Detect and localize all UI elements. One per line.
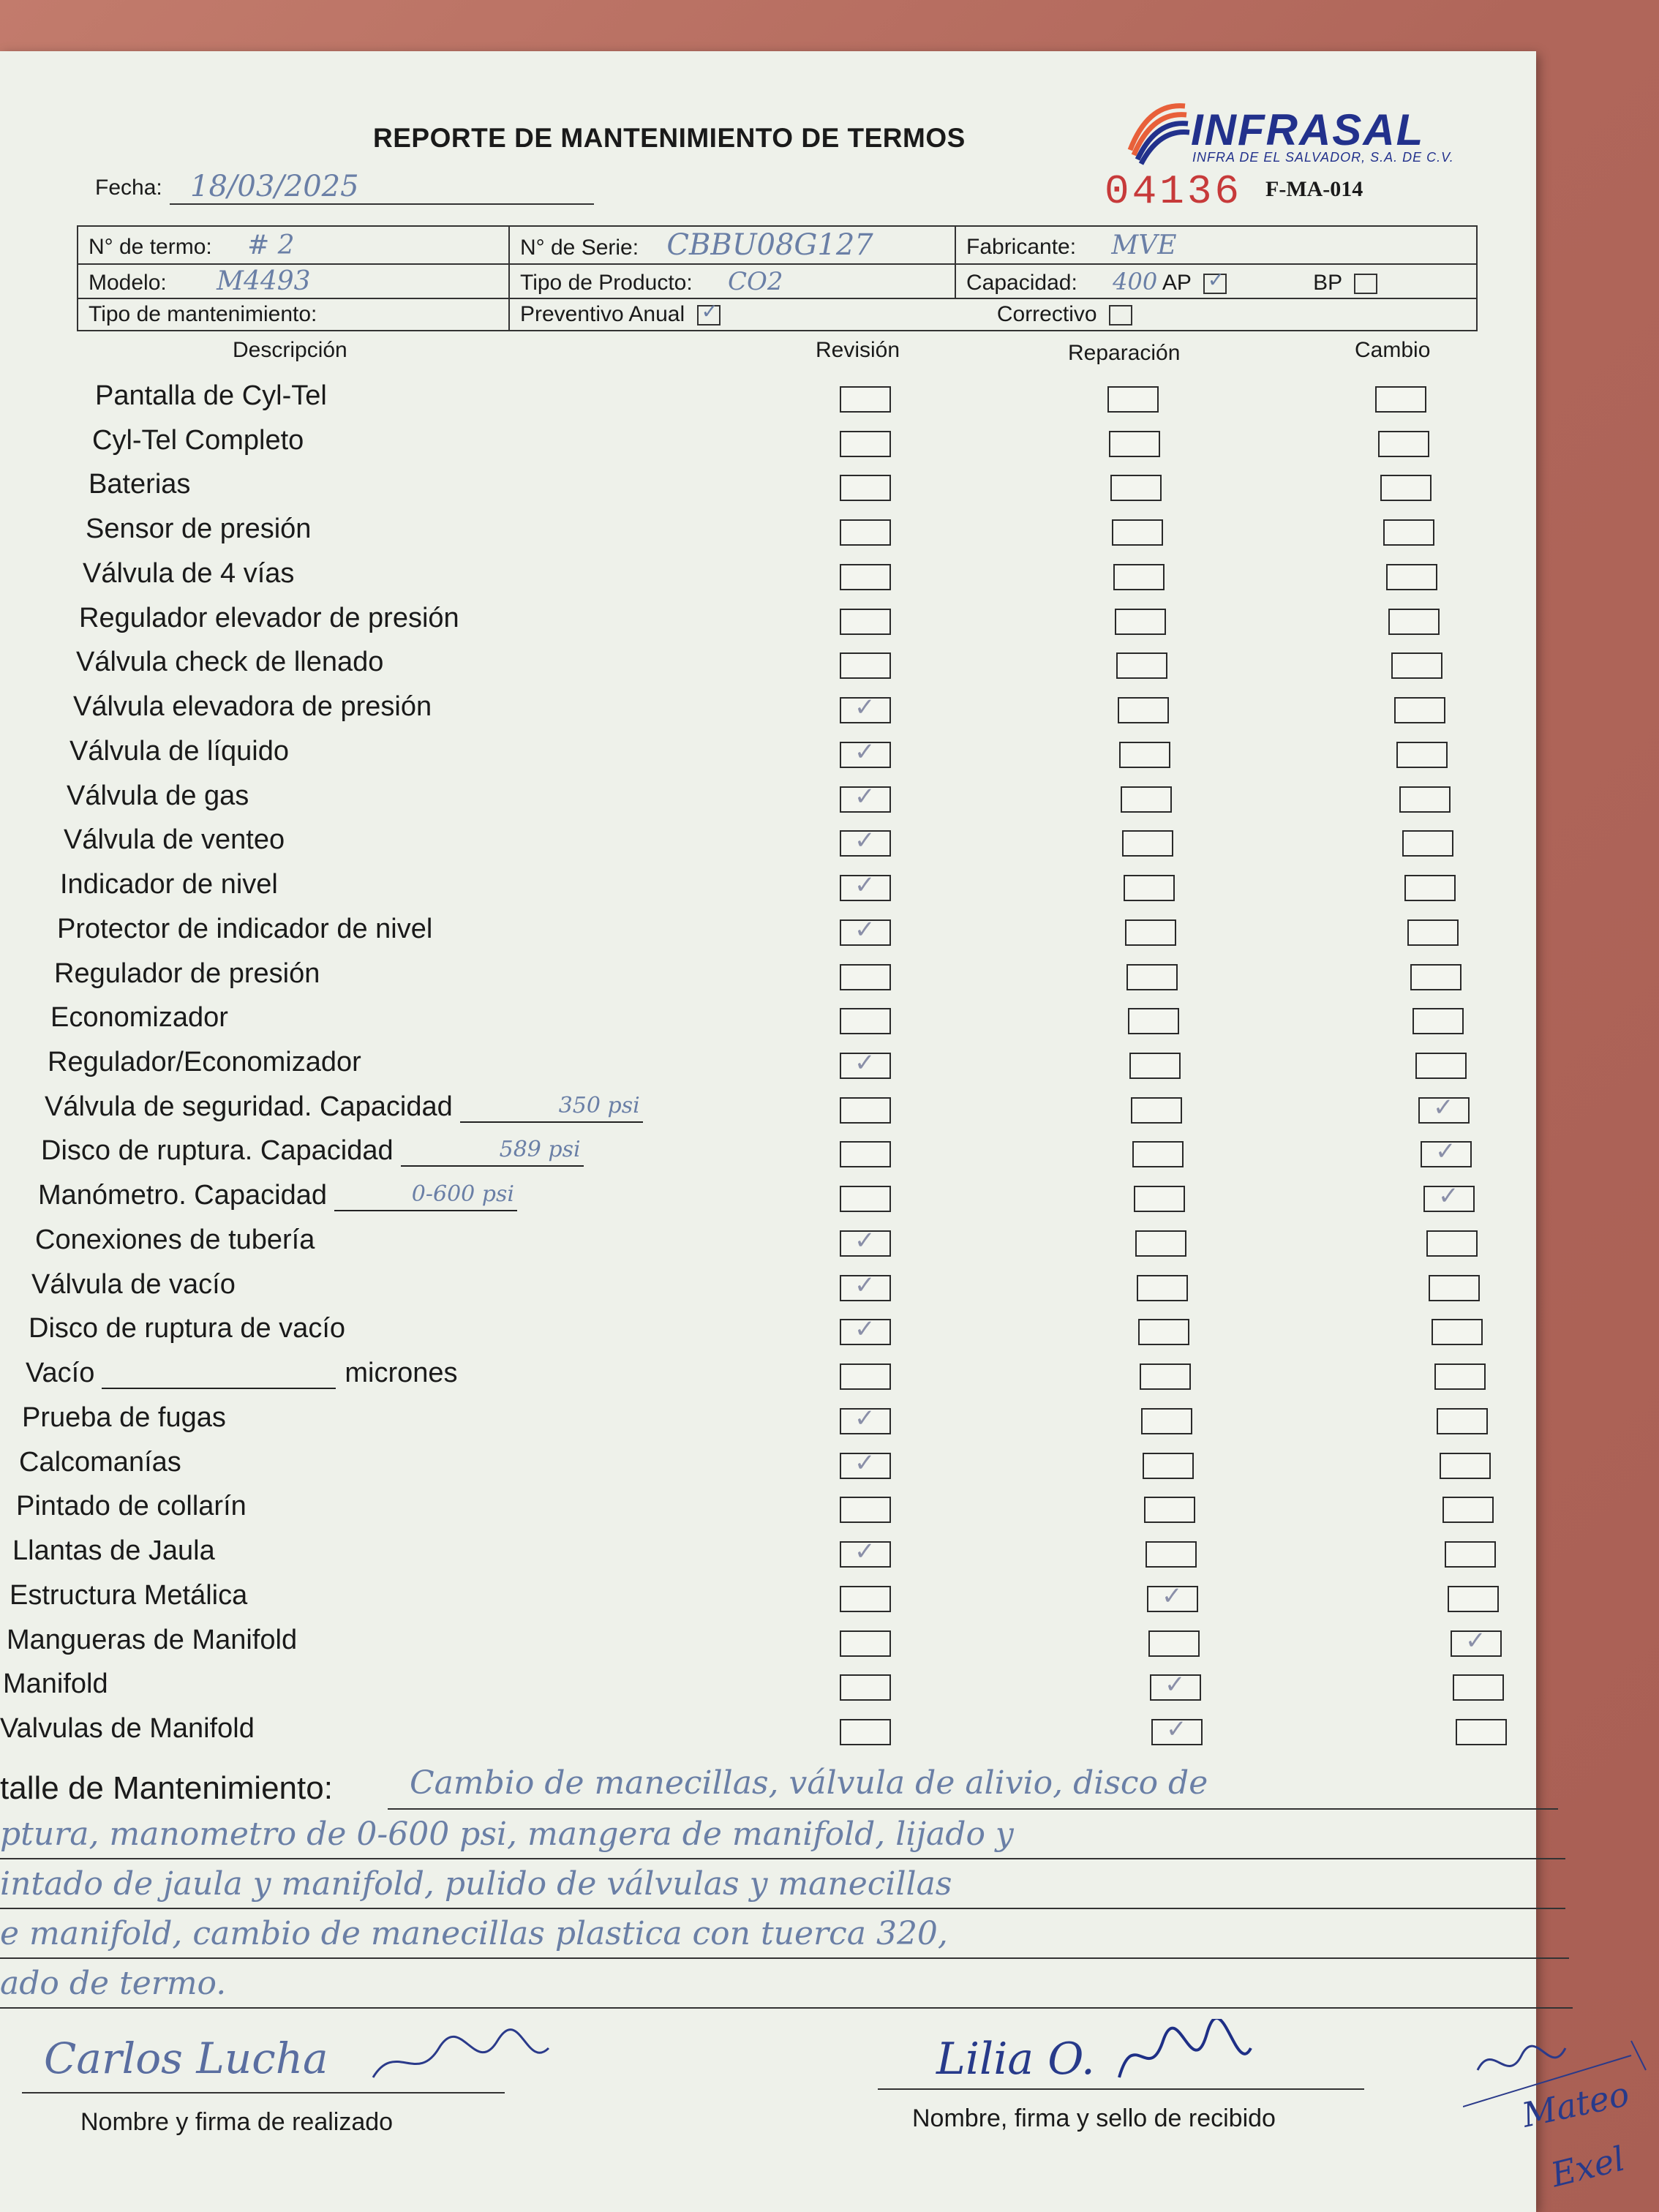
termo-value: # 2 bbox=[247, 230, 295, 260]
cambio-checkbox[interactable] bbox=[1386, 564, 1437, 590]
modelo-value: M4493 bbox=[217, 266, 311, 296]
checklist-item-text: Cyl-Tel Completo bbox=[92, 425, 304, 456]
reparacion-checkbox[interactable] bbox=[1131, 1097, 1182, 1124]
revision-checkbox[interactable] bbox=[840, 1319, 891, 1345]
checklist-item-text: Prueba de fugas bbox=[22, 1402, 226, 1433]
reparacion-checkbox[interactable] bbox=[1112, 519, 1163, 546]
ap-checkbox[interactable] bbox=[1203, 268, 1227, 294]
cambio-checkbox[interactable] bbox=[1404, 875, 1456, 901]
recibido-scribble-icon bbox=[1112, 2019, 1258, 2099]
producto-label: Tipo de Producto: bbox=[520, 270, 693, 295]
logo-wordmark: INFRASAL bbox=[1191, 105, 1425, 154]
revision-checkbox[interactable] bbox=[840, 1053, 891, 1079]
cambio-checkbox[interactable] bbox=[1434, 1363, 1486, 1390]
reparacion-checkbox[interactable] bbox=[1146, 1541, 1197, 1568]
cambio-checkbox[interactable] bbox=[1429, 1275, 1480, 1301]
reparacion-checkbox[interactable] bbox=[1126, 964, 1178, 990]
serie-value: CBBU08G127 bbox=[666, 228, 873, 262]
checklist-item-text: Válvula de líquido bbox=[69, 736, 289, 767]
checklist-item-label bbox=[79, 603, 459, 634]
checklist-item-label bbox=[69, 736, 289, 767]
checklist-item-text: Indicador de nivel bbox=[60, 869, 278, 900]
checklist-item-label bbox=[0, 1713, 255, 1745]
reparacion-checkbox[interactable] bbox=[1147, 1586, 1198, 1612]
checklist-item-label bbox=[19, 1447, 181, 1478]
reparacion-checkbox[interactable] bbox=[1116, 652, 1167, 679]
preventivo-check-icon: ✓ bbox=[701, 300, 718, 323]
revision-checkbox[interactable] bbox=[840, 1453, 891, 1479]
checklist-item-label bbox=[76, 647, 383, 678]
fecha-field[interactable] bbox=[170, 203, 594, 205]
revision-checkbox[interactable] bbox=[840, 609, 891, 635]
cambio-checkbox[interactable] bbox=[1388, 609, 1440, 635]
col-revision: Revisión bbox=[816, 338, 900, 362]
margin-note-2: Exel bbox=[1546, 2138, 1629, 2195]
checklist-item-label bbox=[41, 1135, 584, 1167]
revision-checkbox[interactable] bbox=[840, 1408, 891, 1434]
checklist-item-label bbox=[57, 914, 432, 945]
checklist-item-label bbox=[48, 1047, 361, 1078]
cambio-checkbox[interactable] bbox=[1415, 1053, 1467, 1079]
col-descripcion: Descripción bbox=[233, 338, 347, 362]
checklist-item-text: Válvula elevadora de presión bbox=[73, 691, 432, 722]
revision-checkbox[interactable] bbox=[840, 1275, 891, 1301]
checklist-item-text: Disco de ruptura. Capacidad bbox=[41, 1135, 394, 1166]
capacidad-label: Capacidad: bbox=[966, 270, 1077, 295]
logo-stripes-icon bbox=[1119, 95, 1192, 168]
cambio-checkbox[interactable] bbox=[1440, 1453, 1491, 1479]
reparacion-checkbox[interactable] bbox=[1143, 1453, 1194, 1479]
checklist-item-label bbox=[95, 380, 327, 412]
capacity-field[interactable] bbox=[401, 1137, 584, 1167]
checklist-item-label bbox=[89, 469, 190, 500]
revision-checkbox[interactable] bbox=[840, 475, 891, 501]
reparacion-checkbox[interactable] bbox=[1140, 1363, 1191, 1390]
checklist-item-label bbox=[64, 824, 285, 856]
reparacion-checkbox[interactable] bbox=[1118, 697, 1169, 723]
cambio-checkbox[interactable] bbox=[1378, 431, 1429, 457]
reparacion-checkbox[interactable] bbox=[1144, 1497, 1195, 1523]
reparacion-checkbox[interactable] bbox=[1129, 1053, 1181, 1079]
cambio-checkbox[interactable] bbox=[1412, 1008, 1464, 1034]
reparacion-checkbox[interactable] bbox=[1109, 431, 1160, 457]
logo-subtitle: INFRA DE EL SALVADOR, S.A. DE C.V. bbox=[1192, 150, 1454, 165]
cambio-checkbox[interactable] bbox=[1451, 1630, 1502, 1657]
capacity-field[interactable] bbox=[460, 1093, 643, 1123]
revision-checkbox[interactable] bbox=[840, 875, 891, 901]
fabricante-value: MVE bbox=[1111, 230, 1177, 260]
cambio-checkbox[interactable] bbox=[1453, 1674, 1504, 1701]
revision-checkbox[interactable] bbox=[840, 919, 891, 946]
checklist-item-text: Conexiones de tubería bbox=[35, 1224, 315, 1255]
checklist-item-label bbox=[31, 1269, 236, 1301]
checklist-item-text: Válvula check de llenado bbox=[76, 647, 384, 677]
realizado-signature: Carlos Lucha bbox=[44, 2034, 328, 2083]
tipo-mant-options bbox=[509, 298, 1477, 331]
serial-number: 04136 bbox=[1105, 168, 1243, 215]
cambio-checkbox[interactable] bbox=[1432, 1319, 1483, 1345]
revision-checkbox[interactable] bbox=[840, 1008, 891, 1034]
checklist-item-label bbox=[73, 691, 432, 723]
detalle-line-5 bbox=[0, 2007, 1573, 2009]
modelo-cell[interactable] bbox=[78, 264, 509, 298]
reparacion-checkbox[interactable] bbox=[1135, 1230, 1186, 1257]
cambio-checkbox[interactable] bbox=[1448, 1586, 1499, 1612]
revision-checkbox[interactable] bbox=[840, 830, 891, 857]
modelo-label: Modelo: bbox=[89, 271, 167, 295]
form-title: REPORTE DE MANTENIMIENTO DE TERMOS bbox=[373, 123, 966, 153]
capacity-value: 589 psi bbox=[499, 1137, 581, 1162]
checklist-item-label bbox=[54, 958, 320, 990]
tipo-mant-label: Tipo de mantenimiento: bbox=[89, 302, 317, 326]
checklist-item-text: Válvula de seguridad. Capacidad bbox=[45, 1091, 453, 1122]
checklist-item-label bbox=[38, 1180, 517, 1211]
capacity-field[interactable] bbox=[334, 1181, 517, 1211]
cambio-checkbox[interactable] bbox=[1418, 1097, 1470, 1124]
checklist-item-label bbox=[22, 1402, 226, 1434]
cambio-checkbox[interactable] bbox=[1375, 386, 1426, 413]
preventivo-checkbox[interactable] bbox=[697, 300, 721, 326]
info-table bbox=[77, 225, 1478, 331]
realizado-label: Nombre y firma de realizado bbox=[80, 2108, 394, 2136]
revision-checkbox[interactable] bbox=[840, 786, 891, 813]
revision-checkbox[interactable] bbox=[840, 1497, 891, 1523]
revision-checkbox[interactable] bbox=[840, 1630, 891, 1657]
cambio-checkbox[interactable] bbox=[1402, 830, 1453, 857]
reparacion-checkbox[interactable] bbox=[1134, 1186, 1185, 1212]
checklist-item-text: Regulador/Economizador bbox=[48, 1047, 361, 1077]
reparacion-checkbox[interactable] bbox=[1150, 1674, 1201, 1701]
checklist-item-text: Pantalla de Cyl-Tel bbox=[95, 380, 327, 411]
reparacion-checkbox[interactable] bbox=[1119, 742, 1170, 768]
cambio-checkbox[interactable] bbox=[1394, 697, 1445, 723]
detalle-label: talle de Mantenimiento: bbox=[0, 1770, 333, 1806]
reparacion-checkbox[interactable] bbox=[1128, 1008, 1179, 1034]
reparacion-checkbox[interactable] bbox=[1151, 1719, 1203, 1745]
cambio-checkbox[interactable] bbox=[1410, 964, 1462, 990]
checklist-item-text: Regulador elevador de presión bbox=[79, 603, 459, 633]
checklist-item-text: Mangueras de Manifold bbox=[7, 1625, 298, 1655]
recibido-signature: Lilia O. bbox=[936, 2034, 1096, 2085]
margin-note-1: Mateo bbox=[1519, 2074, 1633, 2135]
cambio-checkbox[interactable] bbox=[1442, 1497, 1494, 1523]
correctivo-checkbox[interactable] bbox=[1109, 305, 1132, 326]
recibido-line[interactable] bbox=[878, 2088, 1364, 2090]
checklist-item-label bbox=[29, 1313, 345, 1344]
cambio-checkbox[interactable] bbox=[1423, 1186, 1475, 1212]
fabricante-cell[interactable] bbox=[955, 226, 1477, 264]
checklist-item-text: Valvulas de Manifold bbox=[0, 1713, 255, 1744]
checklist-item-text: Protector de indicador de nivel bbox=[57, 914, 433, 944]
checklist-item-text: Vacío bbox=[26, 1358, 95, 1388]
revision-checkbox[interactable] bbox=[840, 1141, 891, 1167]
ap-label: AP bbox=[1162, 270, 1192, 295]
checklist-item-text: Pintado de collarín bbox=[16, 1491, 247, 1521]
cambio-checkbox[interactable] bbox=[1407, 919, 1459, 946]
revision-checkbox[interactable] bbox=[840, 652, 891, 679]
checklist-item-label bbox=[16, 1491, 247, 1522]
detalle-line-3 bbox=[0, 1908, 1565, 1909]
cambio-checkbox[interactable] bbox=[1421, 1141, 1472, 1167]
checklist-item-label bbox=[26, 1358, 458, 1389]
checklist-item-text: Válvula de gas bbox=[67, 780, 249, 811]
checklist-item-label bbox=[3, 1669, 108, 1700]
checklist-item-text: Manómetro. Capacidad bbox=[38, 1180, 327, 1211]
cambio-checkbox[interactable] bbox=[1396, 742, 1448, 768]
revision-checkbox[interactable] bbox=[840, 697, 891, 723]
fecha-value: 18/03/2025 bbox=[190, 170, 359, 203]
checklist-item-label bbox=[60, 869, 278, 900]
reparacion-checkbox[interactable] bbox=[1138, 1319, 1189, 1345]
revision-checkbox[interactable] bbox=[840, 564, 891, 590]
checklist-item-text: Llantas de Jaula bbox=[12, 1535, 215, 1566]
checklist-item-text: Estructura Metálica bbox=[10, 1580, 248, 1611]
reparacion-checkbox[interactable] bbox=[1132, 1141, 1184, 1167]
checklist-item-text: Válvula de venteo bbox=[64, 824, 285, 855]
reparacion-checkbox[interactable] bbox=[1122, 830, 1173, 857]
reparacion-checkbox[interactable] bbox=[1121, 786, 1172, 813]
revision-checkbox[interactable] bbox=[840, 1097, 891, 1124]
checklist-item-text: Manifold bbox=[3, 1669, 108, 1699]
revision-checkbox[interactable] bbox=[840, 1674, 891, 1701]
checklist-item-label bbox=[7, 1625, 297, 1656]
termo-label: N° de termo: bbox=[89, 234, 212, 259]
col-reparacion: Reparación bbox=[1068, 341, 1181, 365]
serie-cell[interactable] bbox=[509, 226, 955, 264]
revision-checkbox[interactable] bbox=[840, 1230, 891, 1257]
form-code: F-MA-014 bbox=[1265, 177, 1363, 201]
revision-checkbox[interactable] bbox=[840, 742, 891, 768]
detalle-text-1: Cambio de manecillas, válvula de alivio, disco de bbox=[410, 1764, 1208, 1802]
checklist-item-label bbox=[83, 558, 294, 590]
tipo-mant-cell bbox=[78, 298, 509, 331]
checklist-item-label bbox=[92, 425, 304, 456]
bp-checkbox[interactable] bbox=[1354, 274, 1377, 294]
detalle-text-2: ptura, manometro de 0-600 psi, mangera de manifold, lijado y bbox=[0, 1816, 1014, 1853]
unit-label: micrones bbox=[345, 1358, 458, 1388]
reparacion-checkbox[interactable] bbox=[1148, 1630, 1200, 1657]
cambio-checkbox[interactable] bbox=[1383, 519, 1434, 546]
checklist-item-label bbox=[86, 514, 311, 545]
detalle-text-5: ado de termo. bbox=[0, 1965, 227, 2002]
reparacion-checkbox[interactable] bbox=[1137, 1275, 1188, 1301]
checklist-item-text: Disco de ruptura de vacío bbox=[29, 1313, 346, 1344]
revision-checkbox[interactable] bbox=[840, 1719, 891, 1745]
checklist-item-label bbox=[50, 1002, 228, 1034]
reparacion-checkbox[interactable] bbox=[1125, 919, 1176, 946]
checklist-item-label bbox=[35, 1224, 315, 1256]
serie-label: N° de Serie: bbox=[520, 236, 639, 260]
checklist-item-label bbox=[12, 1535, 215, 1567]
detalle-line-4 bbox=[0, 1957, 1569, 1959]
revision-checkbox[interactable] bbox=[840, 1541, 891, 1568]
detalle-text-3: intado de jaula y manifold, pulido de válvulas y manecillas bbox=[0, 1865, 952, 1903]
cambio-checkbox[interactable] bbox=[1380, 475, 1432, 501]
checklist-item-label bbox=[45, 1091, 643, 1123]
revision-checkbox[interactable] bbox=[840, 964, 891, 990]
preventivo-label: Preventivo Anual bbox=[520, 302, 685, 326]
revision-checkbox[interactable] bbox=[840, 1363, 891, 1390]
reparacion-checkbox[interactable] bbox=[1113, 564, 1165, 590]
realizado-scribble-icon bbox=[366, 2026, 556, 2092]
reparacion-checkbox[interactable] bbox=[1124, 875, 1175, 901]
cambio-checkbox[interactable] bbox=[1426, 1230, 1478, 1257]
cambio-checkbox[interactable] bbox=[1437, 1408, 1488, 1434]
reparacion-checkbox[interactable] bbox=[1107, 386, 1159, 413]
realizado-line[interactable] bbox=[22, 2092, 505, 2094]
reparacion-checkbox[interactable] bbox=[1141, 1408, 1192, 1434]
capacity-value: 0-600 psi bbox=[411, 1181, 514, 1207]
checklist-item-text: Válvula de 4 vías bbox=[83, 558, 295, 589]
checklist-item-text: Regulador de presión bbox=[54, 958, 320, 989]
capacity-field[interactable] bbox=[102, 1363, 336, 1389]
checklist-item-text: Economizador bbox=[50, 1002, 228, 1033]
revision-checkbox[interactable] bbox=[840, 431, 891, 457]
detalle-text-4: e manifold, cambio de manecillas plastica con tuerca 320, bbox=[0, 1915, 948, 1952]
ap-check-icon: ✓ bbox=[1207, 268, 1225, 291]
capacity-value: 350 psi bbox=[558, 1093, 640, 1118]
capacidad-cell[interactable] bbox=[955, 264, 1477, 298]
revision-checkbox[interactable] bbox=[840, 1186, 891, 1212]
fabricante-label: Fabricante: bbox=[966, 234, 1077, 259]
cambio-checkbox[interactable] bbox=[1391, 652, 1442, 679]
revision-checkbox[interactable] bbox=[840, 386, 891, 413]
checklist-item-text: Sensor de presión bbox=[86, 514, 312, 544]
reparacion-checkbox[interactable] bbox=[1115, 609, 1166, 635]
termo-cell[interactable] bbox=[78, 226, 509, 264]
recibido-label: Nombre, firma y sello de recibido bbox=[912, 2104, 1276, 2132]
cambio-checkbox[interactable] bbox=[1456, 1719, 1507, 1745]
reparacion-checkbox[interactable] bbox=[1110, 475, 1162, 501]
checklist-item-text: Válvula de vacío bbox=[31, 1269, 236, 1300]
correctivo-label: Correctivo bbox=[996, 302, 1097, 326]
detalle-line-2 bbox=[0, 1858, 1565, 1859]
checklist-item-text: Calcomanías bbox=[19, 1447, 181, 1478]
checklist-item-label bbox=[10, 1580, 247, 1611]
revision-checkbox[interactable] bbox=[840, 1586, 891, 1612]
col-cambio: Cambio bbox=[1355, 338, 1431, 362]
company-logo bbox=[1119, 91, 1463, 172]
checklist-item-text: Baterias bbox=[89, 469, 191, 500]
cambio-checkbox[interactable] bbox=[1399, 786, 1451, 813]
capacidad-value: 400 bbox=[1113, 267, 1158, 296]
cambio-checkbox[interactable] bbox=[1445, 1541, 1496, 1568]
checklist-item-label bbox=[67, 780, 249, 812]
bp-label: BP bbox=[1313, 270, 1342, 295]
detalle-line-1 bbox=[388, 1808, 1558, 1810]
revision-checkbox[interactable] bbox=[840, 519, 891, 546]
producto-cell[interactable] bbox=[509, 264, 955, 298]
producto-value: CO2 bbox=[728, 266, 783, 296]
fecha-label: Fecha: bbox=[95, 176, 162, 200]
